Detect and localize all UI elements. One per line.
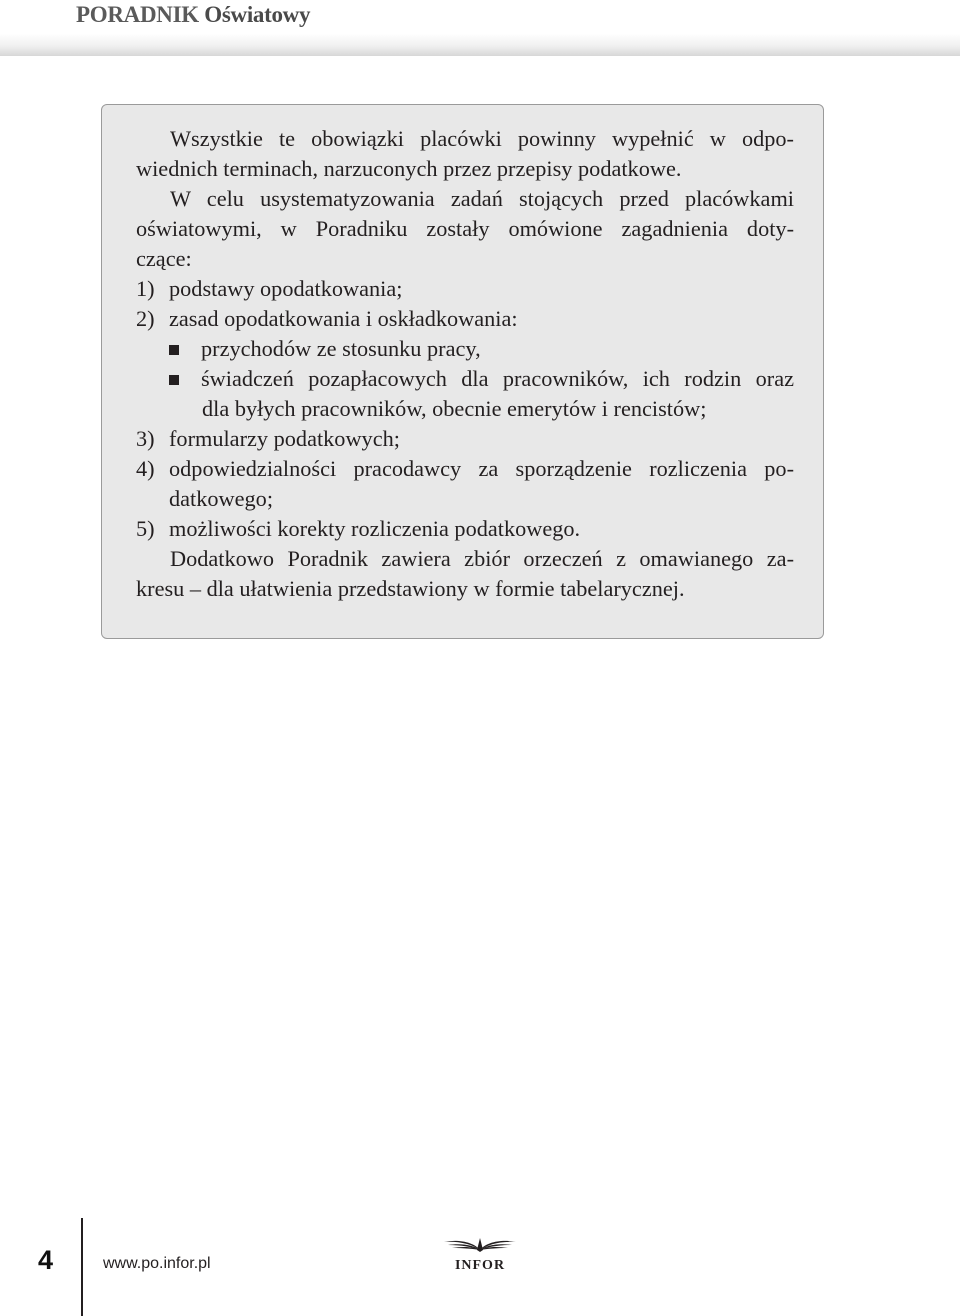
page-header (0, 0, 960, 56)
infor-logo (436, 1236, 524, 1272)
list-item (136, 514, 794, 544)
list-item-text: możliwości korekty rozliczenia podatkowego. (169, 516, 581, 541)
bullet-text: świadczeń pozapłacowych dla pracowników, ich rodzin oraz (201, 366, 794, 391)
square-bullet-icon (169, 345, 179, 355)
paragraph-line: czące: (136, 246, 192, 271)
list-item-text: zasad opodatkowania i oskładkowania: (169, 306, 518, 331)
list-number: 2) (136, 306, 155, 331)
publication-title (76, 2, 310, 28)
list-item-continuation: datkowego; (169, 486, 274, 511)
bullet-continuation: dla byłych pracowników, obecnie emerytów i rencistów; (202, 396, 707, 421)
paragraph-line: oświatowymi, w Poradniku zostały omówione zagadnienia doty- (136, 216, 794, 241)
paragraph-line: wiednich terminach, narzuconych przez przepisy podatkowe. (136, 156, 682, 181)
paragraph-line: W celu usystematyzowania zadań stojących przed placówkami (170, 186, 794, 211)
list-number: 3) (136, 426, 155, 451)
summary-text (136, 124, 794, 604)
list-item (136, 304, 794, 334)
page-number: 4 (38, 1245, 54, 1275)
paragraph-line: Dodatkowo Poradnik zawiera zbiór orzeczeń z omawianego za- (170, 546, 794, 571)
list-item (136, 274, 794, 304)
footer-divider (81, 1218, 83, 1316)
paragraph-line: kresu – dla ułatwienia przedstawiony w formie tabelarycznej. (136, 576, 685, 601)
square-bullet-icon (169, 375, 179, 385)
list-number: 5) (136, 516, 155, 541)
publication-brand: PORADNIK (76, 2, 199, 27)
bullet-item (136, 364, 794, 394)
list-item-text: podstawy opodatkowania; (169, 276, 403, 301)
list-item (136, 424, 794, 454)
list-number: 4) (136, 456, 155, 481)
website-link[interactable]: www.po.infor.pl (103, 1255, 211, 1272)
logo-wordmark: INFOR (454, 1258, 506, 1272)
publication-subtitle: Oświatowy (204, 2, 311, 27)
list-number: 1) (136, 276, 155, 301)
list-item-text: odpowiedzialności pracodawcy za sporządzenie rozliczenia po- (169, 456, 794, 481)
paragraph-line: Wszystkie te obowiązki placówki powinny wypełnić w odpo- (170, 126, 794, 151)
list-item-text: formularzy podatkowych; (169, 426, 400, 451)
bullet-text: przychodów ze stosunku pracy, (201, 336, 481, 361)
list-item (136, 454, 794, 484)
bullet-item (136, 334, 794, 364)
